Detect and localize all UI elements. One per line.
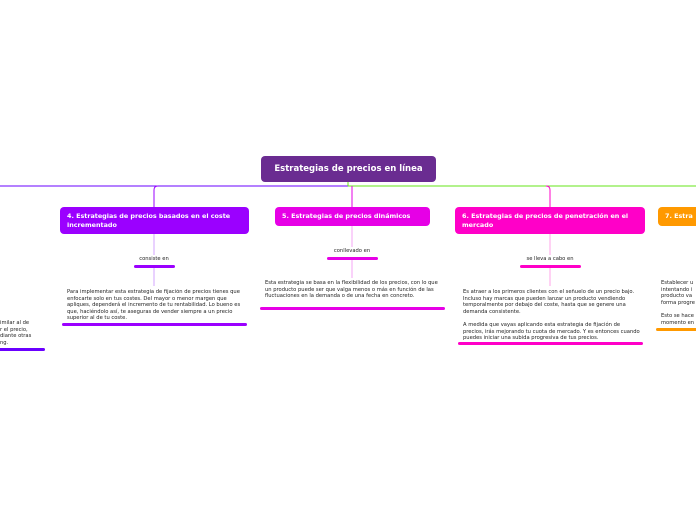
connector-label-conllevado-en: conllevado en [333, 248, 371, 254]
connector-label-consiste-en: consiste en [139, 256, 169, 262]
branch-node-7-label: 7. Estra [665, 212, 693, 220]
branch-node-penetration[interactable] [455, 207, 645, 234]
connector-underline [520, 265, 581, 268]
root-node[interactable]: Estrategias de precios en línea [261, 156, 436, 182]
branch-text-cost-plus: Para implementar esta estrategia de fijación de precios tienes que enfocarte solo en tus costes. Del mayor o menor margen que apliques, dependerá el incremento de tu rentabilidad. Lo bueno es que, haciéndolo así, te aseguras de vender siempre a un precio superior al de tu coste. [67, 289, 241, 322]
connector-underline [134, 265, 175, 268]
branch-node-dynamic[interactable] [275, 207, 430, 226]
text-underline [0, 348, 45, 351]
branch4-drop-line [154, 186, 158, 207]
connector-underline [327, 257, 378, 260]
branch-node-dynamic-label: 5. Estrategias de precios dinámicos [282, 212, 411, 220]
branch-node-cost-plus[interactable] [60, 207, 249, 234]
branch-node-cost-plus-label: 4. Estrategias de precios basados en el coste incrementado [67, 211, 231, 229]
branch6-drop-line [546, 186, 550, 207]
connector-label-se-lleva-a-cabo-en: se lleva a cabo en [526, 256, 574, 262]
text-underline [260, 307, 445, 310]
branch-node-7-partial[interactable] [658, 207, 696, 226]
text-underline [62, 323, 247, 326]
branch-text-penetration: Es atraer a los primeros clientes con el señuelo de un precio bajo. Incluso hay marcas que pueden lanzar un producto vendiendo temporalmente por debajo del coste, hasta que se genere una demanda consistente. A medida que vayas aplicando esta estrategia de fijación de precios, irás mejorando tu cuota de mercado. Y es entonces cuando puedes iniciar una subida progresiva de tus precios. [463, 289, 640, 342]
branch-node-penetration-label: 6. Estrategias de precios de penetración en el mercado [462, 211, 629, 229]
branch-text-7-partial: Establecer u intentando i producto va forma progre Esto se hace momento en [661, 280, 695, 326]
branch-text-dynamic: Esta estrategia se basa en la flexibilidad de los precios, con lo que un producto puede ser que valga menos o más en función de las fluctuaciones en la demanda o de una fecha en concreto. [265, 280, 438, 300]
text-underline [656, 328, 696, 331]
text-underline [458, 342, 643, 345]
left-fragment-text: imilar al de r el precio, diante otras ng. [0, 320, 32, 346]
